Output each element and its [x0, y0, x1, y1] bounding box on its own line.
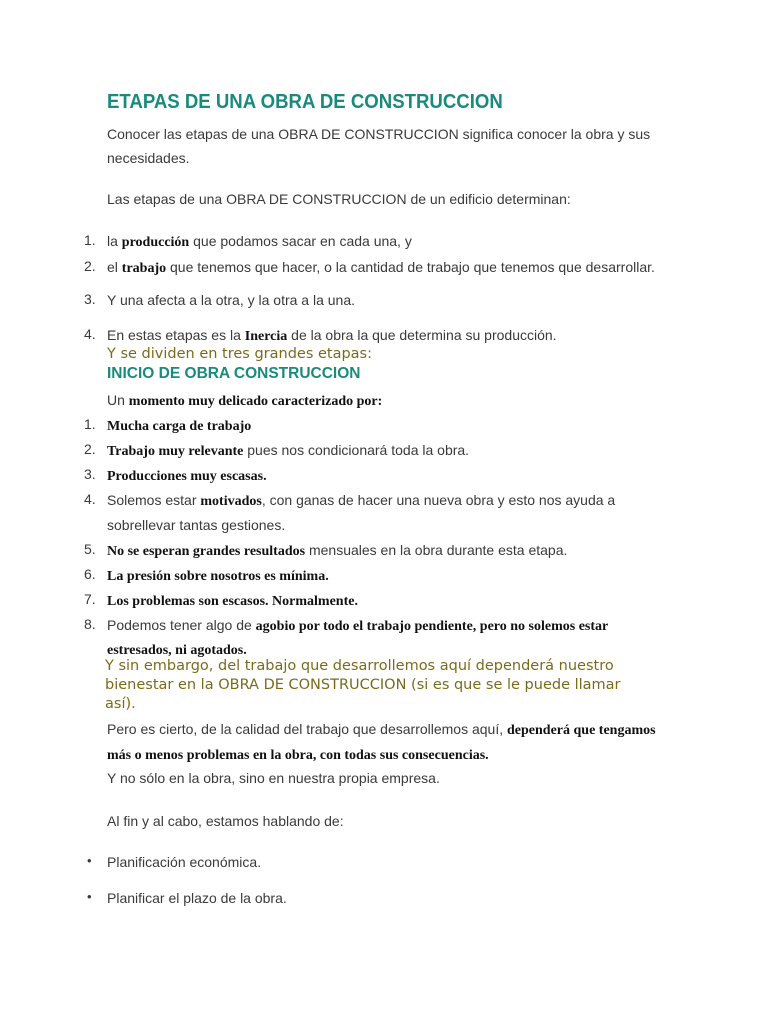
list-item — [107, 326, 557, 346]
list-item-number: 5. — [84, 541, 96, 557]
list-item-text: Solemos estar — [107, 492, 201, 508]
list-item-number: 2. — [84, 258, 96, 274]
list-item: Planificación económica. — [107, 854, 262, 870]
list-item-number: 2. — [84, 441, 96, 457]
list-item-bold: motivados — [200, 494, 262, 509]
list-item-number: 4. — [84, 491, 96, 507]
list-item-bold: estresados, ni agotados. — [107, 643, 247, 658]
list-item-number: 8. — [84, 616, 96, 632]
list-item-text: pues nos condicionará toda la obra. — [243, 442, 470, 458]
list-item-number: 3. — [84, 466, 96, 482]
section-heading: INICIO DE OBRA CONSTRUCCION — [107, 365, 361, 382]
division-heading: Y se dividen en tres grandes etapas: — [107, 346, 373, 362]
closing-paragraph-1-cont — [107, 745, 489, 765]
moment-line — [107, 391, 382, 411]
list-item-text: la — [107, 233, 122, 249]
list-item-number: 4. — [84, 326, 96, 342]
list-item-text: el — [107, 259, 122, 275]
list-item-text: mensuales en la obra durante esta etapa. — [305, 542, 568, 558]
list-item-bold: No se esperan grandes resultados — [107, 544, 306, 559]
list-item-bold: producción — [121, 235, 190, 250]
list-item: Y una afecta a la otra, y la otra a la una. — [107, 292, 356, 308]
intro-line-2: necesidades. — [107, 150, 190, 166]
closing-paragraph-2: Y no sólo en la obra, sino en nuestra propia empresa. — [107, 770, 440, 786]
list-item-bold: Trabajo muy relevante — [107, 444, 244, 459]
list-item-number: 6. — [84, 566, 96, 582]
highlight-line-1: Y sin embargo, del trabajo que desarrollemos aquí dependerá nuestro — [105, 658, 614, 674]
list-item-text: que tenemos que hacer, o la cantidad de trabajo que tenemos que desarrollar. — [166, 259, 655, 275]
intro-line-1: Conocer las etapas de una OBRA DE CONSTRUCCION significa conocer la obra y sus — [107, 126, 651, 142]
list-item — [107, 416, 251, 436]
list-item-text: que podamos sacar en cada una, y — [189, 233, 412, 249]
list-item — [107, 491, 615, 511]
closing-bold: dependerá que tengamos — [507, 723, 656, 738]
list-item-text: de la obra la que determina su producción. — [287, 327, 557, 343]
list-item-bold: Producciones muy escasas. — [107, 469, 267, 484]
list-item-number: 3. — [84, 291, 96, 307]
list-item-bold: Inercia — [244, 329, 288, 344]
list-item-number: 1. — [84, 416, 96, 432]
closing-bold: más o menos problemas en la obra, con todas sus consecuencias. — [107, 748, 489, 763]
list-item — [107, 258, 655, 278]
list-item-bold: La presión sobre nosotros es mínima. — [107, 569, 329, 584]
list-item: Planificar el plazo de la obra. — [107, 890, 287, 906]
list-item-text: , con ganas de hacer una nueva obra y esto nos ayuda a — [261, 492, 616, 508]
list-item-bold: Mucha carga de trabajo — [107, 419, 252, 434]
list-item-bold: trabajo — [121, 261, 167, 276]
list-item-number: 1. — [84, 232, 96, 248]
bullet-symbol: • — [87, 889, 92, 904]
closing-text: Pero es cierto, de la calidad del trabajo que desarrollemos aquí, — [107, 721, 508, 737]
page-title: ETAPAS DE UNA OBRA DE CONSTRUCCION — [107, 91, 503, 113]
moment-text: Un — [107, 392, 129, 408]
list-item-continuation: sobrellevar tantas gestiones. — [107, 517, 286, 533]
bullet-symbol: • — [87, 853, 92, 868]
closing-paragraph-3: Al fin y al cabo, estamos hablando de: — [107, 813, 344, 829]
list-item-text: Podemos tener algo de — [107, 617, 256, 633]
list-item — [107, 566, 329, 586]
highlight-line-2: bienestar en la OBRA DE CONSTRUCCION (si es que se le puede llamar — [105, 677, 621, 693]
list-item-number: 7. — [84, 591, 96, 607]
list-item — [107, 541, 567, 561]
closing-paragraph-1 — [107, 720, 656, 740]
list-item — [107, 466, 267, 486]
moment-bold: momento muy delicado caracterizado por: — [128, 394, 383, 409]
highlight-line-3: así). — [105, 696, 136, 712]
list-item — [107, 441, 469, 461]
list-item — [107, 591, 358, 611]
list-item — [107, 616, 608, 636]
intro-line-3: Las etapas de una OBRA DE CONSTRUCCION de un edificio determinan: — [107, 191, 571, 207]
list-item-bold: agobio por todo el trabajo pendiente, pero no solemos estar — [255, 619, 609, 634]
list-item-text: En estas etapas es la — [107, 327, 245, 343]
list-item — [107, 232, 412, 252]
list-item-bold: Los problemas son escasos. Normalmente. — [107, 594, 358, 609]
